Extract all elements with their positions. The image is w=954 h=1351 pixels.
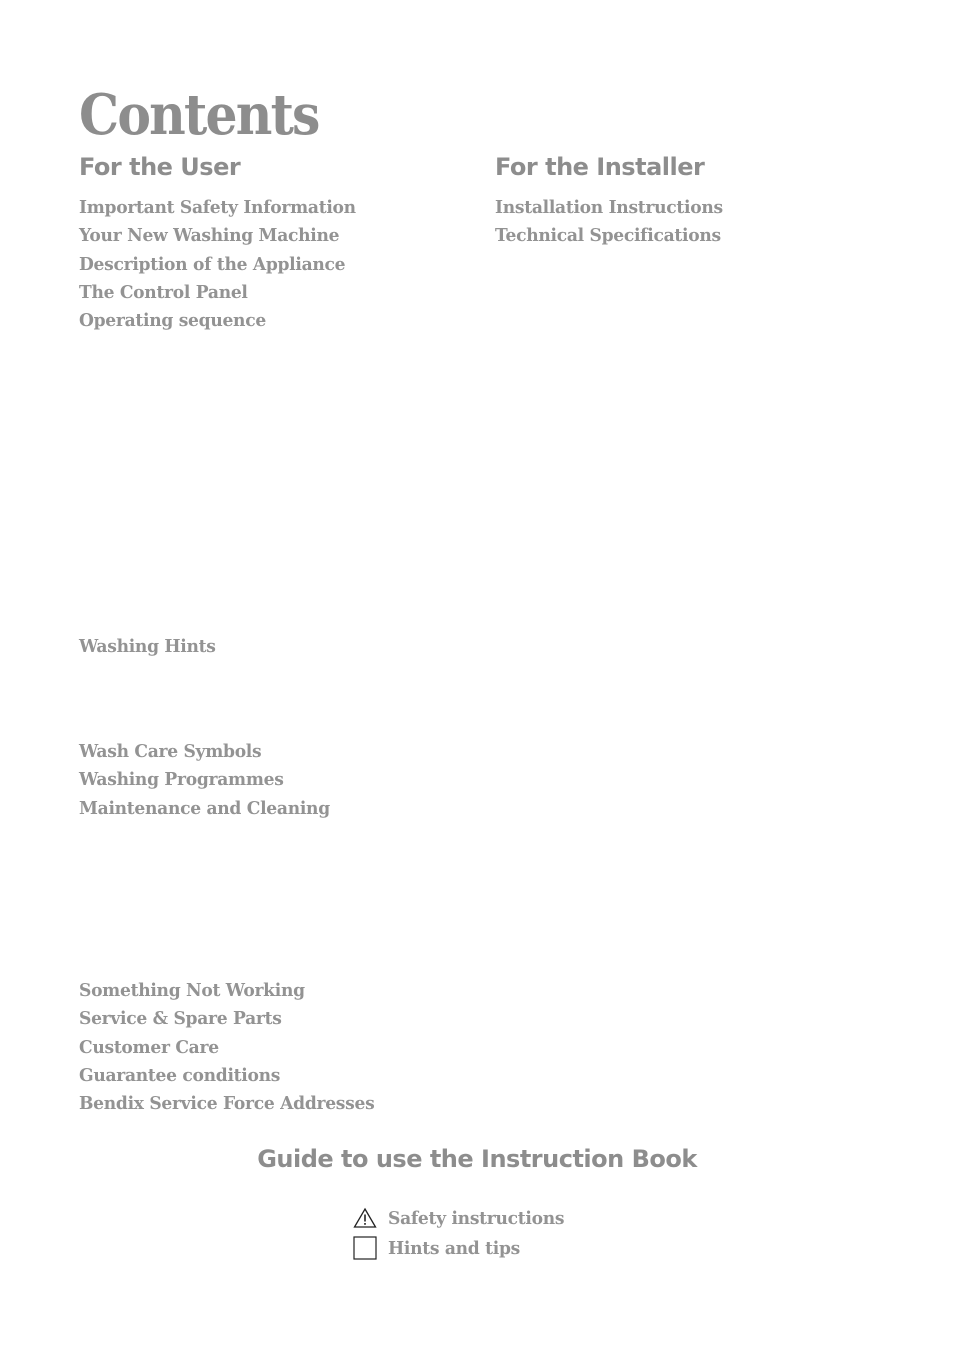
legend-safety-instructions [353,1204,573,1232]
user-toc-group-3 [79,738,343,823]
legend-label-hints-and-tips: Hints and tips [388,1237,520,1259]
toc-item-important-safety-information[interactable]: Important Safety Information [79,197,356,218]
user-toc-group-1 [79,194,370,335]
legend-hints-and-tips [353,1234,527,1262]
toc-item-installation-instructions[interactable]: Installation Instructions [495,197,723,218]
toc-item-your-new-washing-machine[interactable]: Your New Washing Machine [79,225,340,247]
empty-square-icon [353,1236,377,1260]
toc-item-wash-care-symbols[interactable]: Wash Care Symbols [79,741,262,762]
toc-item-operating-sequence[interactable]: Operating sequence [79,310,266,332]
toc-item-customer-care[interactable]: Customer Care [79,1036,219,1058]
user-section-heading: For the User [79,153,241,181]
installer-toc-group [495,194,735,251]
toc-item-guarantee-conditions[interactable]: Guarantee conditions [79,1064,281,1086]
toc-item-washing-programmes[interactable]: Washing Programmes [79,769,284,791]
user-toc-group-4 [79,977,390,1118]
toc-item-description-of-the-appliance[interactable]: Description of the Appliance [79,253,346,275]
installer-section-heading: For the Installer [495,153,705,181]
page-title: Contents [79,82,319,148]
toc-item-something-not-working[interactable]: Something Not Working [79,980,305,1001]
warning-triangle-icon [353,1206,377,1230]
guide-heading: Guide to use the Instruction Book [257,1145,697,1173]
toc-item-technical-specifications[interactable]: Technical Specifications [495,225,721,247]
user-toc-group-2 [79,633,223,661]
toc-item-washing-hints[interactable]: Washing Hints [79,636,216,657]
toc-item-the-control-panel[interactable]: The Control Panel [79,281,248,303]
toc-item-service-spare-parts[interactable]: Service & Spare Parts [79,1008,282,1030]
toc-item-bendix-service-force-addresses[interactable]: Bendix Service Force Addresses [79,1093,375,1115]
toc-item-maintenance-and-cleaning[interactable]: Maintenance and Cleaning [79,797,330,819]
legend-label-safety-instructions: Safety instructions [388,1207,565,1229]
